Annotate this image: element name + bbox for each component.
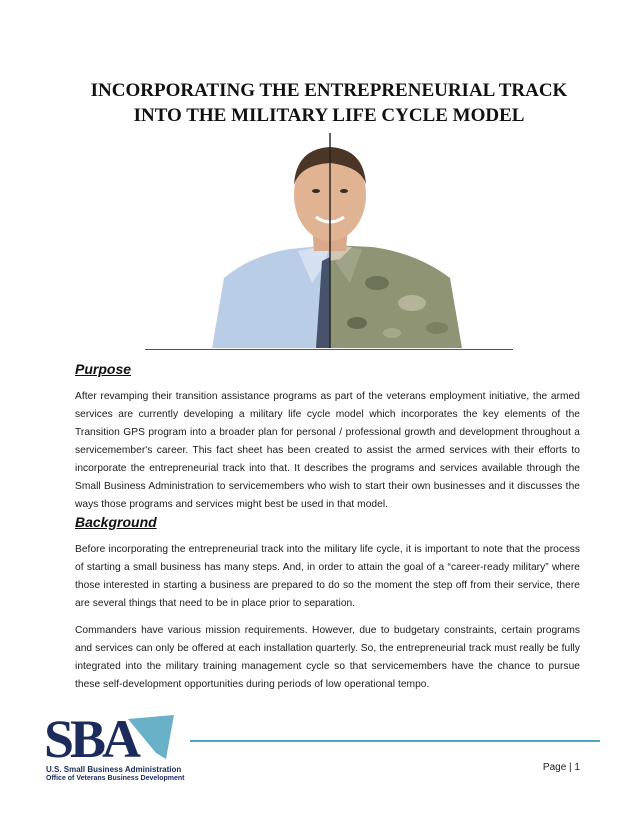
sba-logo-mark — [44, 713, 179, 763]
background-paragraph-2: Commanders have various mission requirements. However, due to budgetary constraints, certain programs and services can only be offered at each installation quarterly. So, the entrepreneurial track must really be fully integrated into the military training management cycle so that servicemembers have the chance to pursue these self-development opportunities during periods of low operational tempo. — [75, 625, 580, 690]
title-line-1: INCORPORATING THE ENTREPRENEURIAL TRACK — [90, 80, 568, 101]
photo-underline — [145, 349, 513, 350]
sba-logo — [44, 713, 184, 783]
footer-rule — [190, 740, 600, 742]
sba-logo-line-2: Office of Veterans Business Development — [46, 775, 185, 782]
purpose-paragraph: After revamping their transition assistance programs as part of the veterans employment initiative, the armed services are currently developing a military life cycle model which incorporates the key elements of the Transition GPS program into a broader plan for personal / professional growth and development throughout a servicemember's career. This fact sheet has been created to assist the armed services with their efforts to incorporate the entrepreneurial track into that. It describes the programs and services available through the Small Business Administration to servicemembers who wish to start their own businesses and it discusses the ways those programs and services might best be used in that model. — [75, 391, 580, 510]
split-portrait-photo — [212, 133, 462, 348]
page-number: Page | 1 — [542, 762, 580, 773]
background-paragraph-1: Before incorporating the entrepreneurial track into the military life cycle, it is important to note that the process of starting a small business has many steps. And, in order to attain the goal of a “career-ready military” where those interested in starting a business are prepared to do so the moment the step off from their service, there are several things that need to be in place prior to separation. — [75, 544, 580, 609]
background-heading: Background — [75, 514, 157, 530]
title-line-2: INTO THE MILITARY LIFE CYCLE MODEL — [133, 105, 525, 126]
purpose-heading: Purpose — [75, 361, 132, 377]
sba-logo-wordmark: SBA — [44, 713, 138, 763]
sba-logo-line-1: U.S. Small Business Administration — [46, 765, 182, 774]
document-title — [40, 78, 618, 128]
